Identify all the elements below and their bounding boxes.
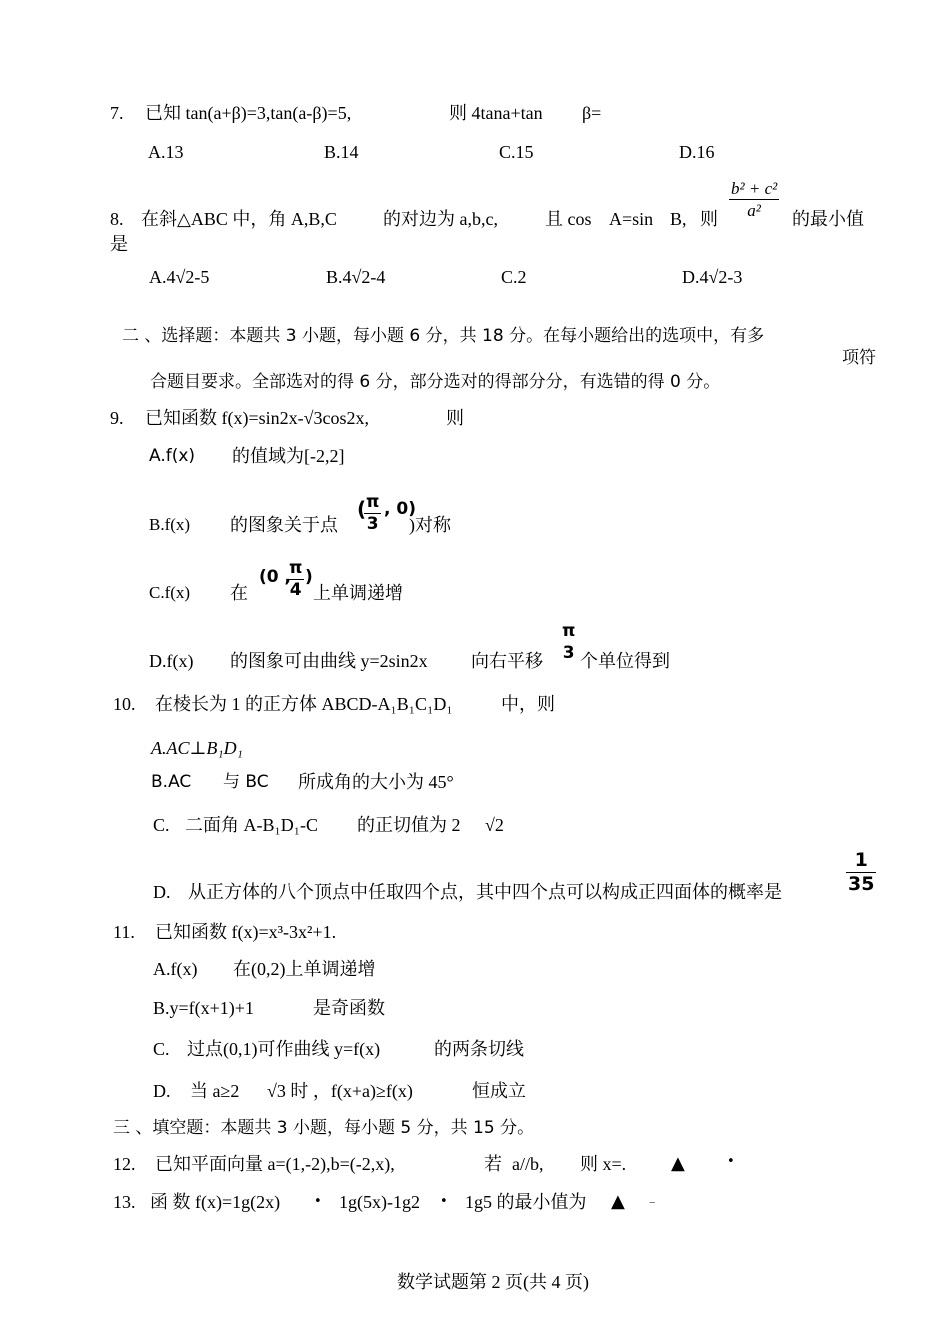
option-c: C.2	[501, 267, 527, 287]
fraction-denominator: a²	[747, 201, 761, 220]
question-text: 则 x=.	[580, 1154, 627, 1174]
paren-close: )	[305, 567, 313, 587]
question-text: 的对边为 a,b,c,	[383, 209, 498, 229]
question-text: 1g5 的最小值为	[465, 1192, 587, 1212]
option-d-text: 个单位得到	[580, 651, 670, 671]
answer-blank-triangle-icon: ▲	[671, 1153, 685, 1174]
option-c: C.	[153, 1039, 170, 1059]
fraction-1-over-35	[846, 851, 876, 894]
option-a: A.13	[148, 142, 184, 162]
option-a: A.AC⊥B₁D₁	[151, 738, 243, 758]
question-text: 已知 tan(a+β)=3,tan(a-β)=5,	[145, 103, 352, 123]
question-text: 1g(5x)-1g2	[339, 1192, 420, 1212]
fraction-pi-over-4	[287, 560, 304, 599]
question-text: 的最小值	[792, 209, 864, 229]
question-text: β=	[582, 103, 602, 123]
fraction-numerator: π	[366, 492, 380, 512]
option-c: C.15	[499, 142, 534, 162]
question-text: 已知函数 f(x)=x³-3x²+1.	[155, 922, 337, 942]
multiply-dot-icon: •	[314, 1194, 322, 1209]
option-c-text: 上单调递增	[313, 583, 403, 603]
question-text: 在棱长为 1 的正方体 ABCD-A₁B₁C₁D₁	[155, 694, 453, 714]
option-a-text: 的值域为[-2,2]	[232, 446, 345, 466]
option-a: A.f(x)	[153, 959, 198, 979]
option-c-text: 二面角 A-B₁D₁-C	[185, 815, 319, 835]
option-c-text: 的两条切线	[434, 1039, 524, 1059]
option-d: D.	[153, 1081, 171, 1101]
page-number-text: 数学试题第 2 页(共 4 页)	[397, 1272, 589, 1292]
question-text: 则 4tana+tan	[449, 103, 543, 123]
fraction-numerator: π	[562, 621, 576, 641]
section-heading: 三 、填空题：本题共 3 小题，每小题 5 分，共 15 分。	[113, 1118, 535, 1138]
question-text: 已知函数 f(x)=sin2x-√3cos2x,	[145, 408, 370, 428]
fraction-denominator: 4	[289, 580, 302, 600]
question-text: 则	[700, 209, 718, 229]
fraction-pi-over-3	[560, 623, 577, 662]
question-text: 且 cos	[545, 209, 592, 229]
question-text: 已知平面向量 a=(1,-2),b=(-2,x),	[155, 1154, 395, 1174]
fraction-denominator: 3	[562, 643, 575, 663]
section-heading: 合题目要求。全部选对的得 6 分，部分选对的得部分分，有选错的得 0 分。	[150, 372, 721, 392]
dash-mark: –	[649, 1195, 656, 1210]
option-a-text: 在(0,2)上单调递增	[233, 959, 376, 979]
fraction-numerator: b² + c²	[731, 179, 778, 198]
question-text: 则	[446, 408, 464, 428]
question-number: 10.	[113, 694, 136, 714]
option-a: A.f(x)	[149, 446, 196, 466]
question-number: 8.	[110, 209, 124, 229]
option-d-text: √3 时 ，f(x+a)≥f(x)	[267, 1081, 413, 1101]
option-d: D.f(x)	[149, 651, 194, 671]
question-text: B,	[670, 209, 687, 229]
option-b-text: 是奇函数	[313, 998, 385, 1018]
option-d-text: 从正方体的八个顶点中任取四个点，其中四个点可以构成正四面体的概率是	[188, 882, 782, 902]
option-b: B.4√2-4	[326, 267, 386, 287]
question-number: 9.	[110, 408, 124, 428]
section-heading: 项符	[842, 348, 876, 368]
option-d: D.	[153, 882, 171, 902]
fraction-numerator: 1	[854, 849, 868, 871]
option-b-text: 的图象关于点	[230, 515, 338, 535]
paren-open: (	[357, 497, 367, 521]
question-text: 若	[484, 1154, 502, 1174]
option-b-text: 所成角的大小为 45°	[298, 772, 454, 792]
option-b-text: 与 BC	[223, 772, 269, 792]
fraction-b2c2-over-a2	[729, 180, 779, 219]
fraction-numerator: π	[289, 558, 303, 578]
question-text: 是	[110, 234, 128, 254]
option-b: B.f(x)	[149, 515, 191, 534]
question-number: 7.	[110, 103, 124, 123]
fraction-denominator: 35	[848, 873, 875, 895]
question-number: 13.	[113, 1192, 136, 1212]
multiply-dot-icon: •	[440, 1194, 448, 1209]
fraction-bar	[729, 199, 779, 200]
answer-blank-triangle-icon: ▲	[611, 1191, 625, 1212]
option-b: B.AC	[151, 772, 192, 792]
option-d-text: 向右平移	[471, 651, 543, 671]
question-text: 函 数 f(x)=1g(2x)	[150, 1192, 281, 1212]
question-text: a//b,	[512, 1154, 544, 1174]
option-c-text: 的正切值为 2	[357, 815, 461, 835]
option-c-text: √2	[485, 815, 504, 835]
fraction-denominator: 3	[366, 514, 379, 534]
question-text: 中，则	[501, 694, 555, 714]
option-b: B.14	[324, 142, 359, 162]
dot-icon: •	[727, 1154, 735, 1169]
question-number: 11.	[113, 922, 135, 942]
option-b: B.y=f(x+1)+1	[153, 998, 254, 1018]
question-text: A=sin	[609, 209, 654, 229]
option-c: C.f(x)	[149, 583, 191, 602]
option-c-text: 过点(0,1)可作曲线 y=f(x)	[187, 1039, 381, 1059]
interval-head: (0 ,	[259, 567, 291, 587]
question-text: 在斜△ABC 中，角 A,B,C	[141, 209, 337, 229]
option-a: A.4√2-5	[149, 267, 210, 287]
option-c: C.	[153, 815, 170, 835]
option-d-text: 当 a≥2	[190, 1081, 240, 1101]
option-d: D.16	[679, 142, 715, 162]
option-d-text: 恒成立	[472, 1081, 526, 1101]
option-d: D.4√2-3	[682, 267, 743, 287]
fraction-pi-over-3	[364, 494, 381, 533]
question-number: 12.	[113, 1154, 136, 1174]
option-b-text: )对称	[409, 515, 451, 535]
section-heading: 二 、选择题：本题共 3 小题，每小题 6 分，共 18 分。在每小题给出的选项中，有多	[122, 326, 765, 346]
point-tail: , 0)	[384, 499, 416, 519]
option-d-text: 的图象可由曲线 y=2sin2x	[230, 651, 428, 671]
option-c-text: 在	[230, 583, 248, 603]
